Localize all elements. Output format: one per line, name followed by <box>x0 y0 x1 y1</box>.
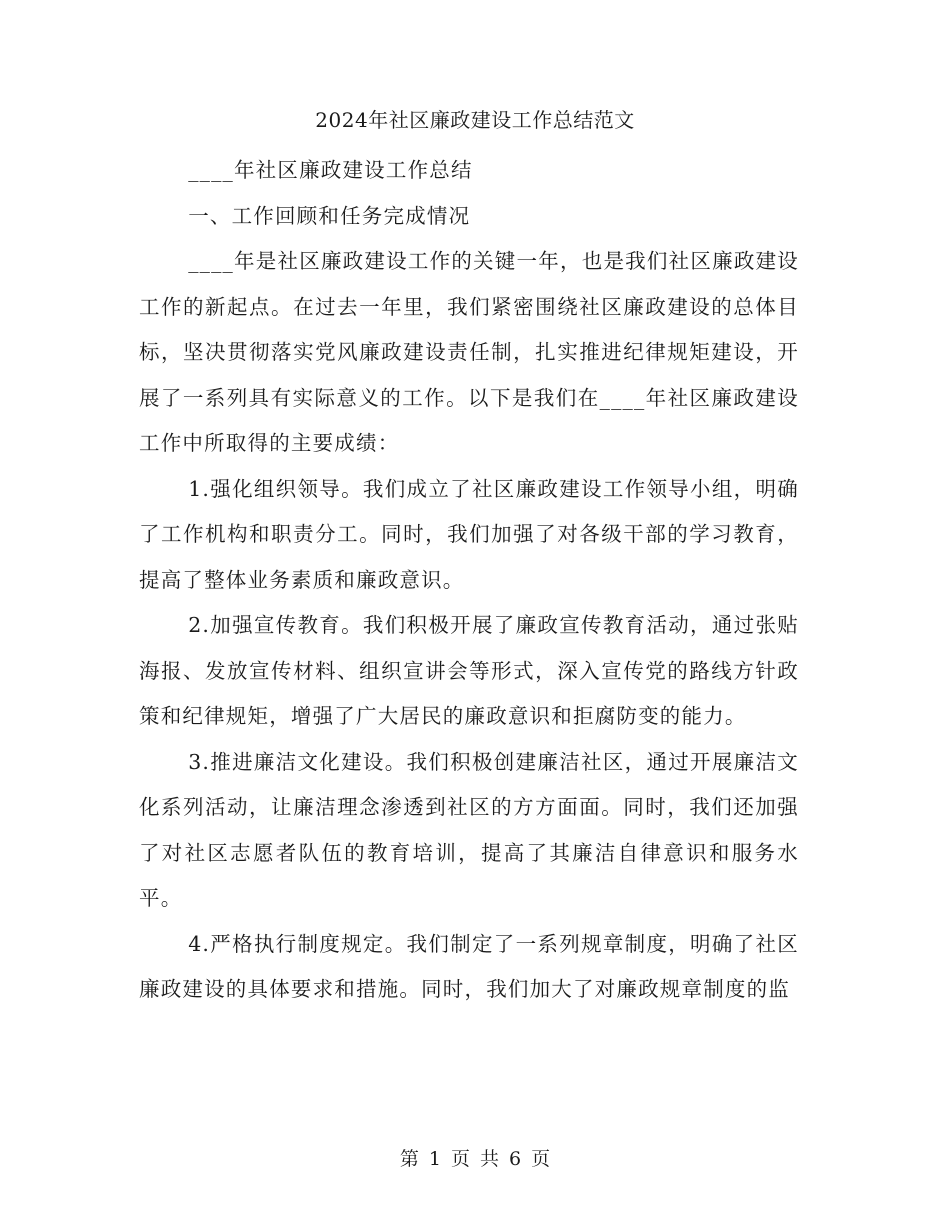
page-number-footer: 第 1 页 共 6 页 <box>399 1148 551 1170</box>
paragraph-item-2: 2.加强宣传教育。我们积极开展了廉政宣传教育活动，通过张贴海报、发放宣传材料、组织宣讲会等形式，深入宣传党的路线方针政策和纪律规矩，增强了广大居民的廉政意识和拒腐防变的能力。 <box>139 613 799 728</box>
paragraph-item-3: 3.推进廉洁文化建设。我们积极创建廉洁社区，通过开展廉洁文化系列活动，让廉洁理念渗透到社区的方方面面。同时，我们还加强了对社区志愿者队伍的教育培训，提高了其廉洁自律意识和服务水平。 <box>139 749 799 910</box>
paragraph-item-4: 4.严格执行制度规定。我们制定了一系列规章制度，明确了社区廉政建设的具体要求和措施。同时，我们加大了对廉政规章制度的监 <box>139 931 799 1001</box>
paragraph-subtitle: ____年社区廉政建设工作总结 <box>188 158 473 182</box>
paragraph-section-heading: 一、工作回顾和任务完成情况 <box>188 203 471 228</box>
paragraph-intro: ____年是社区廉政建设工作的关键一年，也是我们社区廉政建设工作的新起点。在过去一年里，我们紧密围绕社区廉政建设的总体目标，坚决贯彻落实党风廉政建设责任制，扎实推进纪律规矩建设，开展了一系列具有实际意义的工作。以下是我们在____年社区廉政建设工作中所取得的主要成绩： <box>139 249 799 455</box>
document-title: 2024年社区廉政建设工作总结范文 <box>315 108 635 132</box>
document-body <box>139 148 799 1013</box>
paragraph-item-1: 1.强化组织领导。我们成立了社区廉政建设工作领导小组，明确了工作机构和职责分工。同时，我们加强了对各级干部的学习教育，提高了整体业务素质和廉政意识。 <box>139 476 799 592</box>
